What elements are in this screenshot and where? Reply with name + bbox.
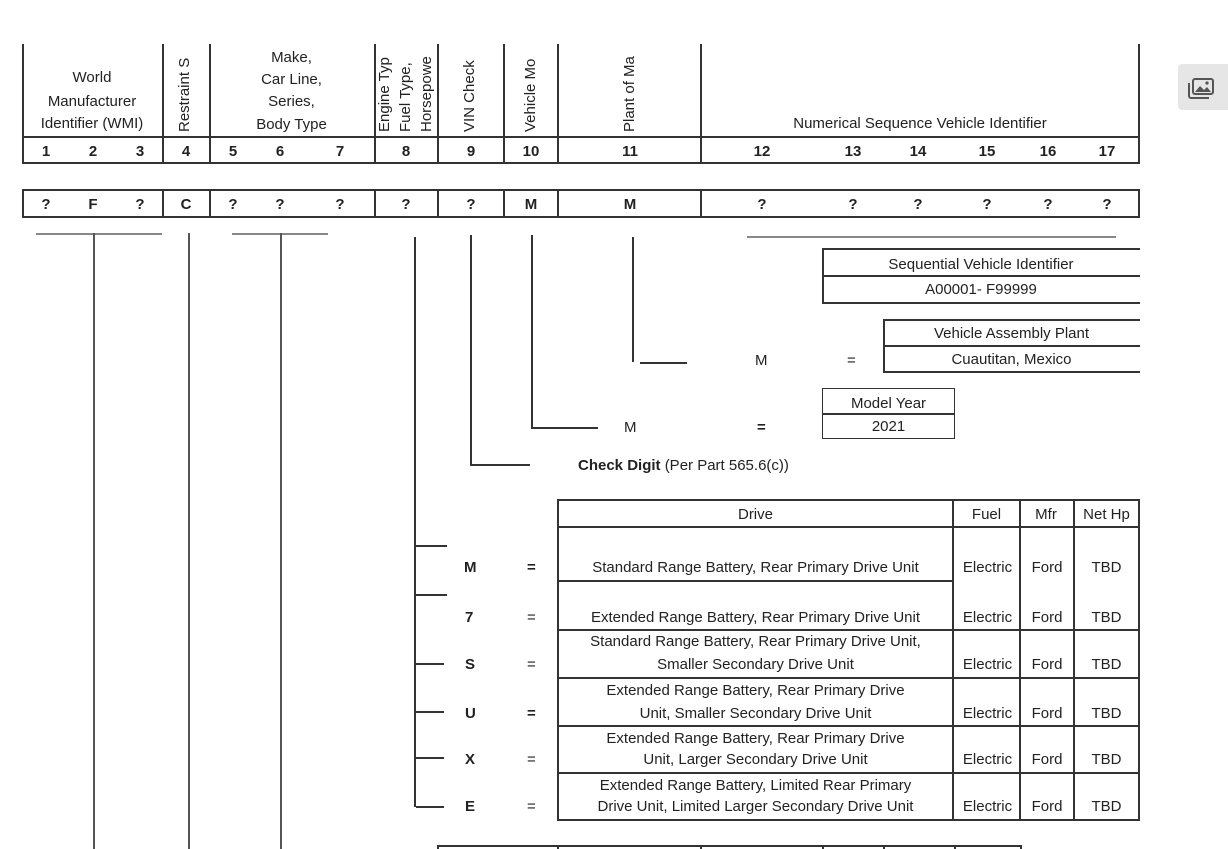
table-row-fuel: Electric: [962, 609, 1013, 626]
vin-char-15: ?: [982, 196, 992, 213]
engine-label-1: Engine Typ: [376, 57, 393, 132]
image-gallery-button[interactable]: [1178, 64, 1228, 110]
vin-char-16: ?: [1043, 196, 1053, 213]
table-row-equals: =: [527, 798, 536, 815]
make-line-3: Series,: [268, 93, 315, 110]
model-year-label: Model Year: [850, 395, 927, 412]
engine-label-3: Horsepowe: [418, 56, 435, 132]
check-digit: [578, 457, 789, 474]
table-row-drive: Standard Range Battery, Rear Primary Drive Unit: [592, 559, 919, 576]
position-10: 10: [522, 143, 540, 160]
check-label: VIN Check: [461, 60, 478, 132]
model-year-value: 2021: [871, 418, 906, 435]
check-digit-note: (Per Part 565.6(c)): [664, 457, 789, 474]
table-row-hp: TBD: [1091, 705, 1122, 722]
table-row-equals: =: [527, 705, 536, 722]
vin-char-14: ?: [913, 196, 923, 213]
position-15: 15: [978, 143, 996, 160]
table-row-fuel: Electric: [962, 751, 1013, 768]
model-year-equals: =: [757, 419, 766, 436]
table-row-drive-line-1: Extended Range Battery, Rear Primary Drive: [606, 730, 905, 747]
position-13: 13: [844, 143, 862, 160]
vin-char-3: ?: [135, 196, 145, 213]
vin-char-1: ?: [41, 196, 51, 213]
table-row-fuel: Electric: [962, 798, 1013, 815]
table-row-fuel: Electric: [962, 656, 1013, 673]
table-row-equals: =: [527, 559, 536, 576]
table-row-fuel: Electric: [962, 705, 1013, 722]
position-17: 17: [1098, 143, 1116, 160]
table-row-code: M: [464, 559, 477, 576]
table-row-drive-line-1: Extended Range Battery, Rear Primary Drive: [606, 682, 905, 699]
assembly-plant-value: Cuautitan, Mexico: [951, 351, 1072, 368]
image-gallery-icon: [1178, 64, 1228, 110]
vin-char-17: ?: [1102, 196, 1112, 213]
table-row-mfr: Ford: [1031, 609, 1063, 626]
vin-char-11: M: [623, 196, 637, 213]
engine-label-2: Fuel Type,: [397, 62, 414, 132]
vin-char-5: ?: [228, 196, 238, 213]
wmi-line-1: World: [72, 69, 112, 86]
plant-equals: =: [847, 352, 856, 369]
make-line-2: Car Line,: [261, 71, 322, 88]
hp-header: Net Hp: [1083, 506, 1130, 523]
position-12: 12: [753, 143, 771, 160]
table-row-mfr: Ford: [1031, 705, 1063, 722]
position-4: 4: [181, 143, 191, 160]
restraint-label: Restraint S: [176, 57, 193, 132]
table-row-drive-line-2: Unit, Smaller Secondary Drive Unit: [639, 705, 872, 722]
vin-char-7: ?: [335, 196, 345, 213]
table-row-code: X: [465, 751, 476, 768]
position-3: 3: [135, 143, 145, 160]
vin-char-8: ?: [401, 196, 411, 213]
drive-header: Drive: [737, 506, 773, 523]
plant-code: M: [755, 352, 768, 369]
table-row-code: S: [465, 656, 476, 673]
table-row-fuel: Electric: [962, 559, 1013, 576]
table-row-mfr: Ford: [1031, 559, 1063, 576]
assembly-plant-label: Vehicle Assembly Plant: [933, 325, 1090, 342]
position-7: 7: [335, 143, 345, 160]
table-row-mfr: Ford: [1031, 751, 1063, 768]
position-2: 2: [88, 143, 98, 160]
table-row-code: 7: [465, 609, 474, 626]
table-row-hp: TBD: [1091, 751, 1122, 768]
plant-label: Plant of Ma: [621, 56, 638, 132]
table-row-hp: TBD: [1091, 656, 1122, 673]
table-row-code: E: [465, 798, 476, 815]
table-row-equals: =: [527, 609, 536, 626]
table-row-hp: TBD: [1091, 559, 1122, 576]
position-6: 6: [275, 143, 285, 160]
table-row-drive-line-2: Smaller Secondary Drive Unit: [657, 656, 854, 673]
position-1: 1: [41, 143, 51, 160]
position-14: 14: [909, 143, 927, 160]
vin-char-6: ?: [275, 196, 285, 213]
fuel-header: Fuel: [971, 506, 1002, 523]
position-5: 5: [228, 143, 238, 160]
wmi-line-2: Manufacturer: [47, 93, 137, 110]
sequential-id-value: A00001- F99999: [925, 281, 1037, 298]
vin-char-9: ?: [466, 196, 476, 213]
check-digit-label: Check Digit: [578, 457, 661, 474]
position-8: 8: [401, 143, 411, 160]
table-row-drive-line-1: Standard Range Battery, Rear Primary Drive Unit,: [590, 633, 921, 650]
vin-char-4: C: [180, 196, 192, 213]
mfr-header: Mfr: [1035, 506, 1057, 523]
make-line-4: Body Type: [256, 116, 327, 133]
table-row-hp: TBD: [1091, 609, 1122, 626]
model-label: Vehicle Mo: [522, 58, 539, 132]
table-row-drive: Extended Range Battery, Rear Primary Drive Unit: [590, 609, 921, 626]
vin-char-12: ?: [757, 196, 767, 213]
table-row-drive-line-2: Drive Unit, Limited Larger Secondary Drive Unit: [597, 798, 914, 815]
sequential-id-label: Sequential Vehicle Identifier: [888, 256, 1074, 273]
table-row-equals: =: [527, 656, 536, 673]
table-row-mfr: Ford: [1031, 798, 1063, 815]
make-line-1: Make,: [271, 49, 312, 66]
table-row-equals: =: [527, 751, 536, 768]
position-9: 9: [466, 143, 476, 160]
table-row-hp: TBD: [1091, 798, 1122, 815]
seq-header: Numerical Sequence Vehicle Identifier: [793, 115, 1047, 132]
vin-char-10: M: [524, 196, 538, 213]
table-row-code: U: [465, 705, 476, 722]
model-year-code: M: [624, 419, 637, 436]
position-11: 11: [622, 143, 638, 160]
table-row-drive-line-1: Extended Range Battery, Limited Rear Primary: [599, 777, 912, 794]
table-row-mfr: Ford: [1031, 656, 1063, 673]
vin-char-2: F: [88, 196, 98, 213]
position-16: 16: [1039, 143, 1057, 160]
vin-char-13: ?: [848, 196, 858, 213]
wmi-line-3: Identifier (WMI): [40, 115, 144, 132]
table-row-drive-line-2: Unit, Larger Secondary Drive Unit: [643, 751, 868, 768]
